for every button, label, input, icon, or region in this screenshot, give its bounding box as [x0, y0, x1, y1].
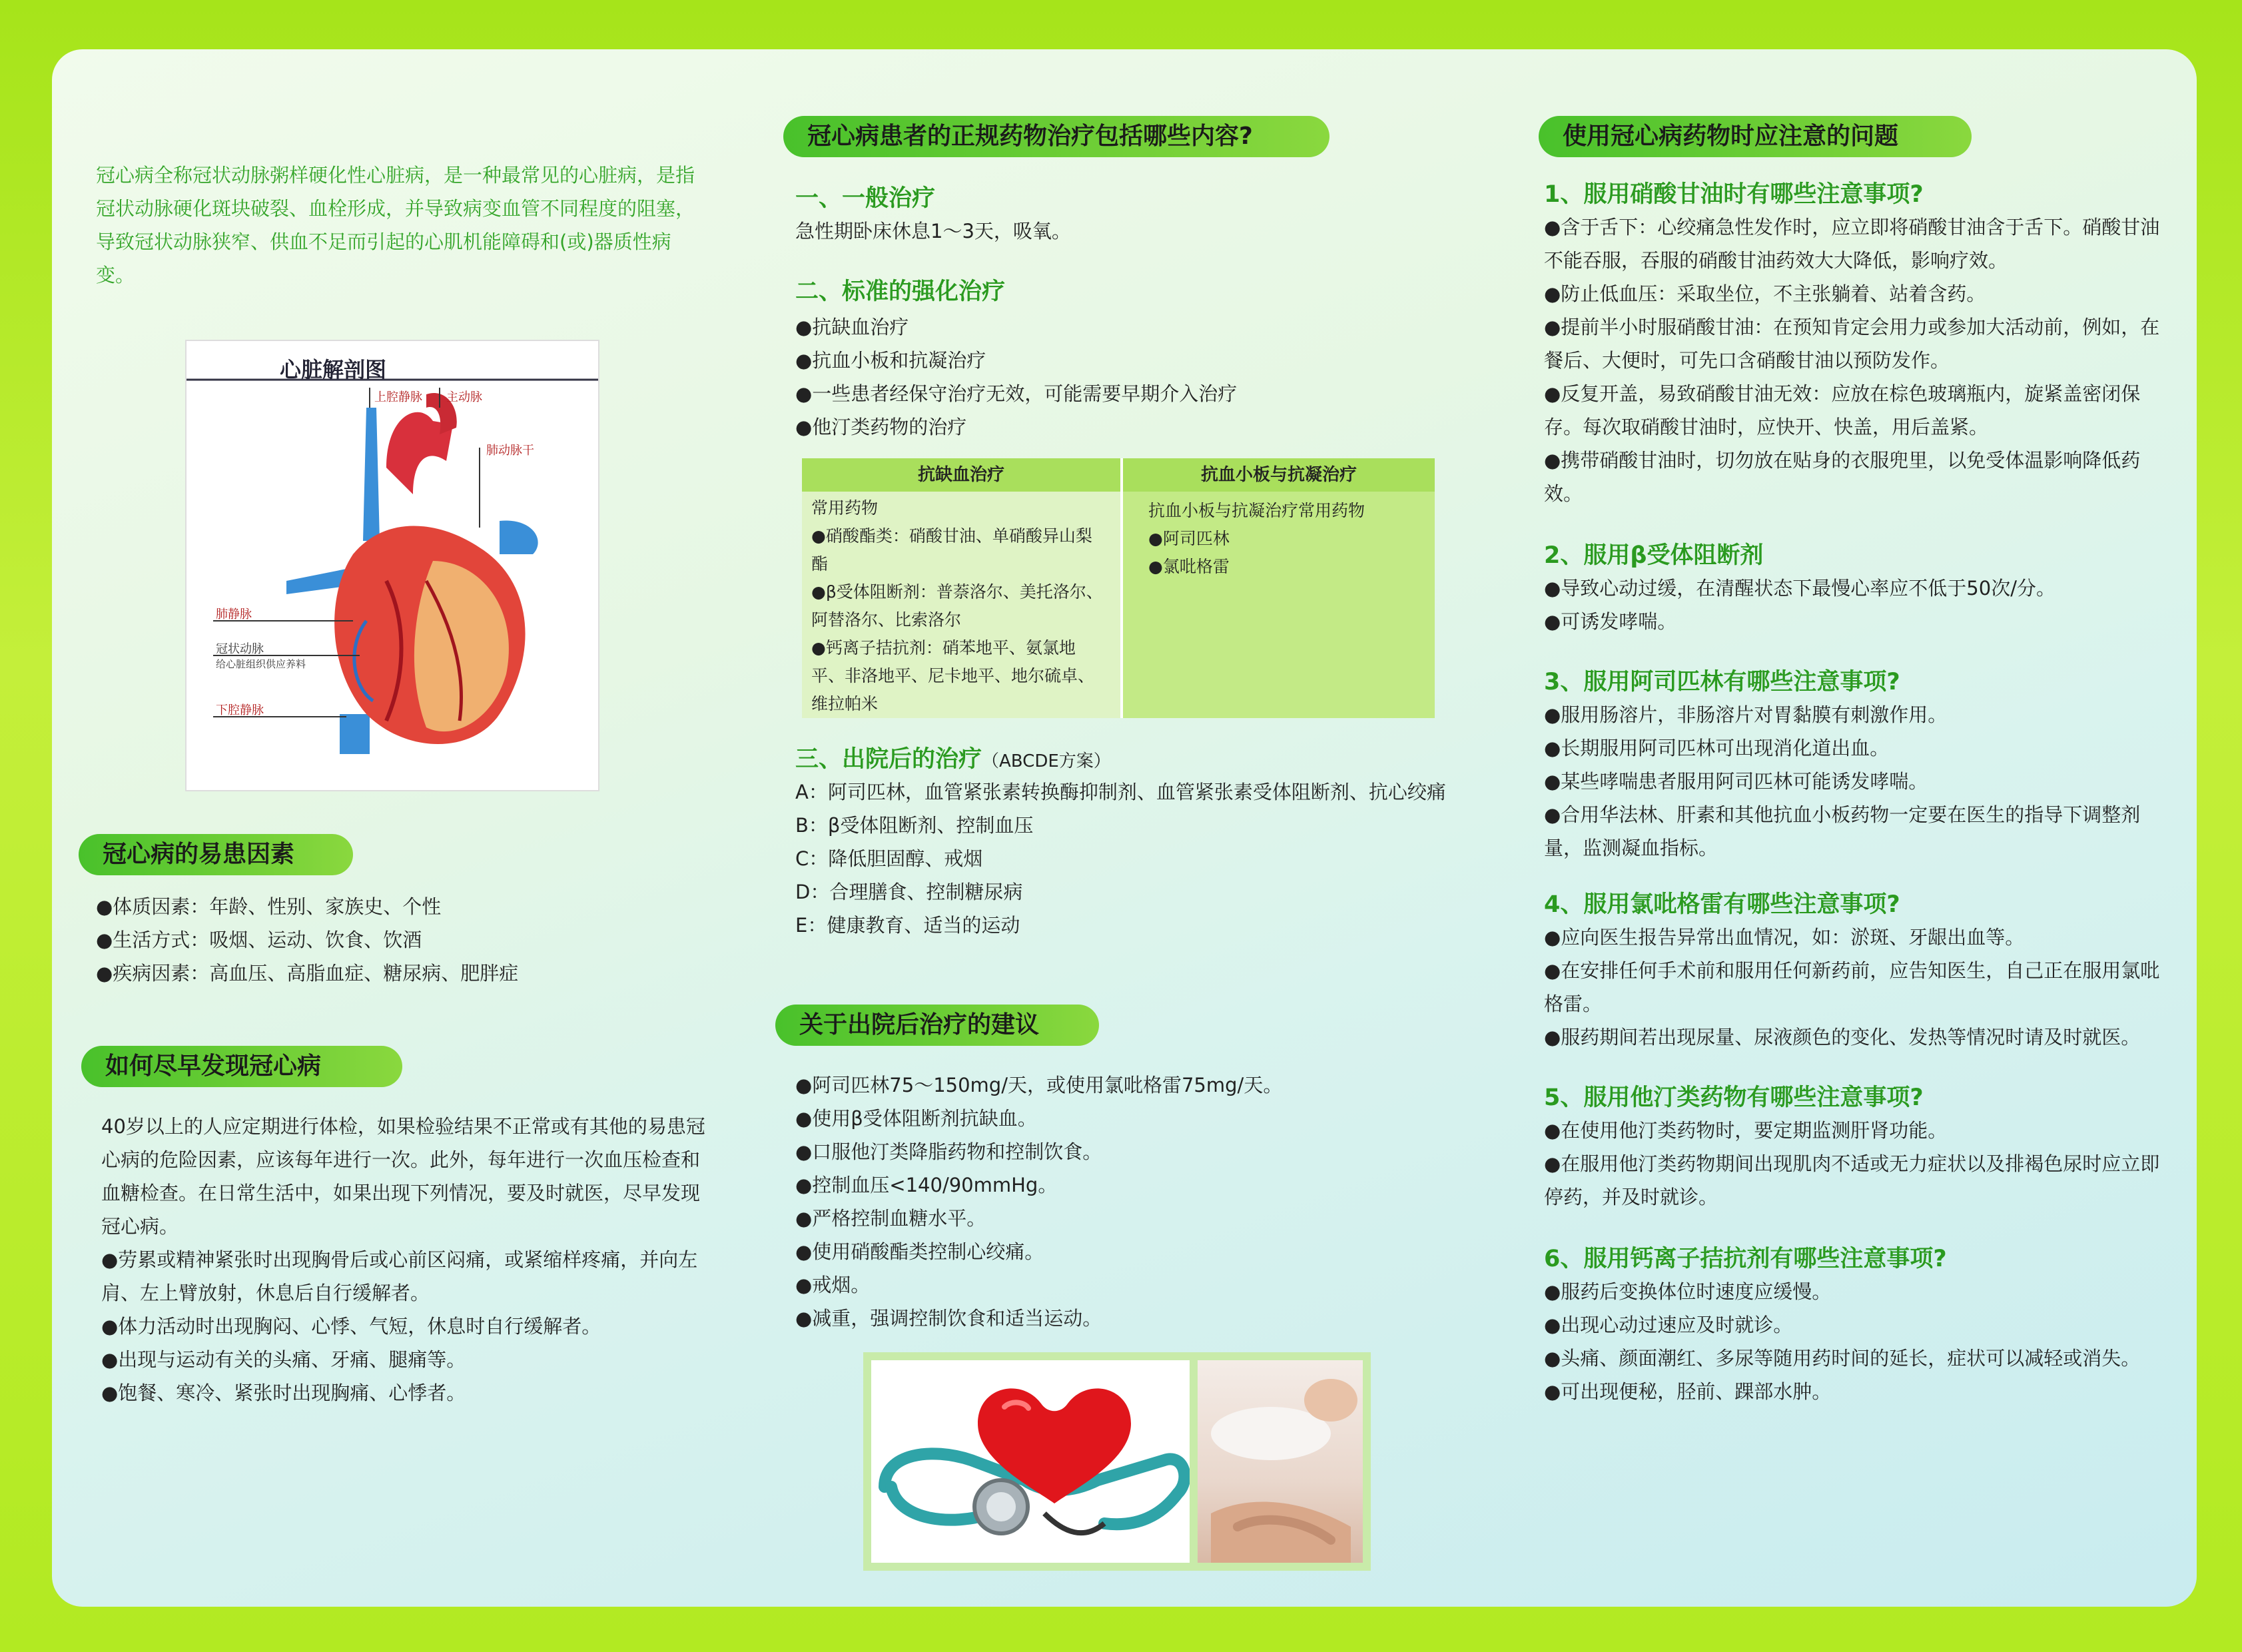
q5-title: 5、服用他汀类药物有哪些注意事项? — [1544, 1084, 1924, 1111]
table-line: 常用药物 — [811, 498, 879, 518]
list-item: ●长期服用阿司匹林可出现消化道出血。 — [1544, 737, 1890, 759]
list-item: ●在服用他汀类药物期间出现肌肉不适或无力症状以及排褐色尿时应立即停药，并及时就诊。 — [1544, 1152, 2160, 1208]
patient-icon — [1198, 1360, 1363, 1563]
list-item: ●导致心动过缓，在清醒状态下最慢心率应不低于50次/分。 — [1544, 577, 2055, 600]
q6-title: 6、服用钙离子拮抗剂有哪些注意事项? — [1544, 1246, 1947, 1272]
q1-title: 1、服用硝酸甘油时有哪些注意事项? — [1544, 181, 1924, 208]
section-intensive-title: 二、标准的强化治疗 — [795, 278, 1006, 305]
list-item: ●服药期间若出现尿量、尿液颜色的变化、发热等情况时请及时就医。 — [1544, 1026, 2141, 1048]
list-item: C：降低胆固醇、戒烟 — [795, 847, 983, 870]
heart-stethoscope-icon — [871, 1360, 1190, 1563]
list-item: ●携带硝酸甘油时，切勿放在贴身的衣服兜里，以免受体温影响降低药效。 — [1544, 449, 2141, 505]
list-item: ●口服他汀类降脂药物和控制饮食。 — [795, 1140, 1102, 1163]
label-coronary-artery: 冠状动脉 — [216, 642, 264, 656]
list-item: ●生活方式：吸烟、运动、饮食、饮酒 — [96, 929, 422, 951]
label-aorta: 主动脉 — [446, 390, 482, 404]
list-item: B：β受体阻断剂、控制血压 — [795, 814, 1034, 837]
table-line: ●硝酸酯类：硝酸甘油、单硝酸异山梨酯 — [811, 526, 1092, 574]
list-item: ●某些哮喘患者服用阿司匹林可能诱发哮喘。 — [1544, 770, 1928, 793]
list-item: ●一些患者经保守治疗无效，可能需要早期介入治疗 — [795, 382, 1238, 405]
list-item: ●抗血小板和抗凝治疗 — [795, 349, 986, 372]
list-item: ●在安排任何手术前和服用任何新药前，应告知医生，自己正在服用氯吡格雷。 — [1544, 959, 2160, 1015]
list-item: ●合用华法林、肝素和其他抗血小板药物一定要在医生的指导下调整剂量，监测凝血指标。 — [1544, 803, 2141, 859]
advice-heading: 关于出院后治疗的建议 — [775, 1005, 1099, 1046]
table-line: ●钙离子拮抗剂：硝苯地平、氨氯地平、非洛地平、尼卡地平、地尔硫卓、维拉帕米 — [811, 638, 1095, 713]
list-item: A：阿司匹林，血管紧张素转换酶抑制剂、血管紧张素受体阻断剂、抗心绞痛 — [795, 781, 1446, 803]
list-item: ●出现与运动有关的头痛、牙痛、腿痛等。 — [101, 1348, 466, 1371]
table-header-anti-ischemia: 抗缺血治疗 — [802, 458, 1120, 492]
q2-title: 2、服用β受体阻断剂 — [1544, 542, 1764, 569]
list-item: ●严格控制血糖水平。 — [795, 1207, 986, 1230]
diagram-title: 心脏解剖图 — [280, 357, 387, 382]
list-item: ●应向医生报告异常出血情况，如：淤斑、牙龈出血等。 — [1544, 926, 2025, 949]
photo-strip — [863, 1352, 1371, 1571]
label-coronary-note: 给心脏组织供应养料 — [216, 658, 306, 670]
list-item: ●减重，强调控制饮食和适当运动。 — [795, 1307, 1102, 1330]
patient-photo — [1198, 1360, 1363, 1563]
detect-body — [101, 1110, 707, 1410]
q1-list — [1544, 210, 2177, 510]
brochure-panel — [52, 49, 2197, 1607]
label-svc: 上腔静脉 — [374, 390, 422, 404]
discharge-subtitle: （ABCDE方案） — [982, 751, 1111, 771]
list-item: ●服药后变换体位时速度应缓慢。 — [1544, 1280, 1832, 1303]
list-item: E：健康教育、适当的运动 — [795, 914, 1020, 937]
q3-title: 3、服用阿司匹林有哪些注意事项? — [1544, 669, 1900, 695]
section-discharge-title — [795, 741, 1111, 774]
list-item: ●反复开盖，易致硝酸甘油无效：应放在棕色玻璃瓶内，旋紧盖密闭保存。每次取硝酸甘油时，应快开、快盖，用后盖紧。 — [1544, 382, 2141, 438]
list-item: ●他汀类药物的治疗 — [795, 416, 967, 438]
label-pulmonary-trunk: 肺动脉干 — [486, 444, 534, 458]
q6-list — [1544, 1275, 2177, 1408]
list-item: ●使用β受体阻断剂抗缺血。 — [795, 1107, 1037, 1130]
list-item: ●出现心动过速应及时就诊。 — [1544, 1314, 1793, 1336]
list-item: ●头痛、颜面潮红、多尿等随用药时间的延长，症状可以减轻或消失。 — [1544, 1347, 2141, 1370]
list-item: ●戒烟。 — [795, 1274, 871, 1296]
list-item: ●防止低血压：采取坐位，不主张躺着、站着含药。 — [1544, 282, 1986, 305]
list-item: ●疾病因素：高血压、高脂血症、糖尿病、肥胖症 — [96, 962, 519, 985]
list-item: ●服用肠溶片，非肠溶片对胃黏膜有刺激作用。 — [1544, 703, 1948, 726]
drug-table — [802, 458, 1435, 718]
detect-paragraph: 40岁以上的人应定期进行体检，如果检验结果不正常或有其他的易患冠心病的危险因素，应该每年进行一次。此外，每年进行一次血压检查和血糖检查。在日常生活中，如果出现下列情况，要及时就医，尽早发现冠心病。 — [101, 1115, 705, 1238]
section-intensive-list — [795, 310, 1435, 444]
section-general-title: 一、一般治疗 — [795, 185, 936, 212]
table-cell-anti-ischemia — [811, 494, 1104, 718]
risk-heading: 冠心病的易患因素 — [79, 834, 353, 875]
risk-list — [96, 890, 695, 990]
heart-anatomy-diagram — [185, 340, 599, 791]
list-item: ●使用硝酸酯类控制心绞痛。 — [795, 1240, 1044, 1263]
table-line: ●阿司匹林 — [1148, 529, 1230, 548]
list-item: ●提前半小时服硝酸甘油：在预知肯定会用力或参加大活动前，例如，在餐后、大便时，可先口含硝酸甘油以预防发作。 — [1544, 316, 2160, 372]
q4-list — [1544, 921, 2177, 1054]
list-item: ●可诱发哮喘。 — [1544, 610, 1677, 633]
stethoscope-heart-photo — [871, 1360, 1190, 1563]
q3-list — [1544, 698, 2177, 865]
table-header-antiplatelet: 抗血小板与抗凝治疗 — [1123, 458, 1435, 492]
list-item: ●体力活动时出现胸闷、心悸、气短，休息时自行缓解者。 — [101, 1315, 601, 1338]
list-item: ●控制血压<140/90mmHg。 — [795, 1174, 1058, 1196]
list-item: ●体质因素：年龄、性别、家族史、个性 — [96, 895, 442, 918]
q4-title: 4、服用氯吡格雷有哪些注意事项? — [1544, 891, 1900, 918]
intro-text: 冠心病全称冠状动脉粥样硬化性心脏病，是一种最常见的心脏病，是指冠状动脉硬化斑块破裂、血栓形成，并导致病变血管不同程度的阻塞，导致冠状动脉狭窄、供血不足而引起的心肌机能障碍和(或)器质性病变。 — [96, 164, 695, 286]
list-item: D：合理膳食、控制糖尿病 — [795, 881, 1023, 903]
list-item: ●阿司匹林75～150mg/天，或使用氯吡格雷75mg/天。 — [795, 1074, 1283, 1096]
treatment-heading: 冠心病患者的正规药物治疗包括哪些内容? — [783, 116, 1329, 157]
list-item: ●劳累或精神紧张时出现胸骨后或心前区闷痛，或紧缩样疼痛，并向左肩、左上臂放射，休息后自行缓解者。 — [101, 1248, 698, 1304]
q2-list — [1544, 572, 2177, 638]
detect-heading: 如何尽早发现冠心病 — [81, 1046, 402, 1087]
label-ivc: 下腔静脉 — [216, 703, 264, 717]
table-line: ●β受体阻断剂：普萘洛尔、美托洛尔、阿替洛尔、比索洛尔 — [811, 582, 1103, 629]
table-line: ●氯吡格雷 — [1148, 557, 1230, 576]
heart-illustration — [187, 341, 598, 790]
discharge-title-text: 三、出院后的治疗 — [795, 746, 982, 773]
label-pulmonary-vein: 肺静脉 — [216, 608, 252, 621]
list-item: ●抗缺血治疗 — [795, 316, 909, 338]
table-cell-antiplatelet — [1148, 497, 1428, 581]
precautions-heading: 使用冠心病药物时应注意的问题 — [1539, 116, 1972, 157]
section-discharge-list — [795, 775, 1501, 942]
list-item: ●可出现便秘，胫前、踝部水肿。 — [1544, 1380, 1832, 1403]
q5-list — [1544, 1114, 2177, 1214]
list-item: ●在使用他汀类药物时，要定期监测肝肾功能。 — [1544, 1119, 1948, 1142]
list-item: ●饱餐、寒冷、紧张时出现胸痛、心悸者。 — [101, 1382, 466, 1404]
table-line: 抗血小板与抗凝治疗常用药物 — [1148, 501, 1365, 520]
list-item: ●含于舌下：心绞痛急性发作时，应立即将硝酸甘油含于舌下。硝酸甘油不能吞服，吞服的硝酸甘油药效大大降低，影响疗效。 — [1544, 216, 2160, 272]
section-general-text: 急性期卧床休息1～3天，吸氧。 — [795, 220, 1071, 242]
advice-list — [795, 1068, 1501, 1335]
